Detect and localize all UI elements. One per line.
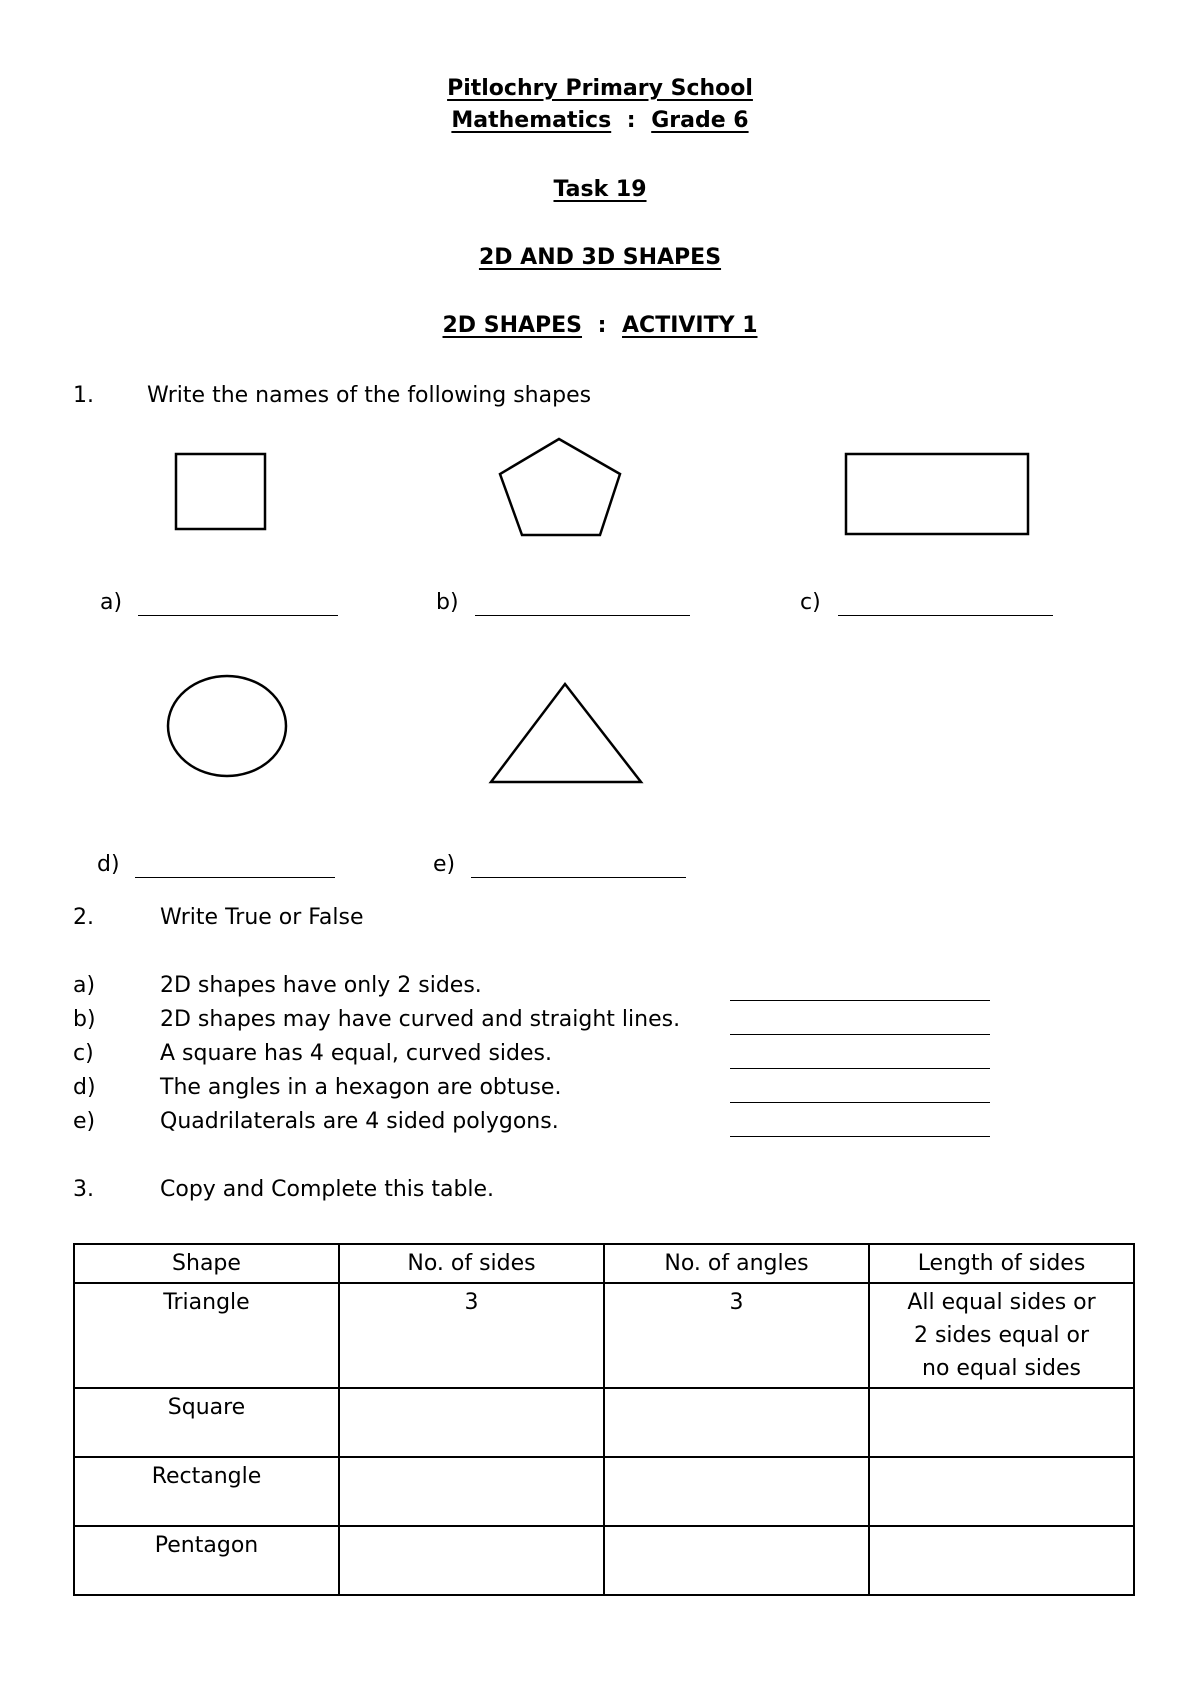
cell-sides[interactable] bbox=[339, 1388, 604, 1457]
q1-prompt: Write the names of the following shapes bbox=[147, 383, 592, 408]
tf-statement-e: Quadrilaterals are 4 sided polygons. bbox=[160, 1109, 559, 1134]
q1-number: 1. bbox=[73, 383, 94, 408]
cell-angles[interactable] bbox=[604, 1457, 869, 1526]
school-name: Pitlochry Primary School bbox=[447, 76, 753, 101]
answer-label-c: c) bbox=[800, 590, 821, 615]
answer-label-b: b) bbox=[436, 590, 459, 615]
section-title: 2D SHAPES bbox=[442, 313, 583, 338]
grade: Grade 6 bbox=[651, 108, 749, 133]
answer-line-e[interactable] bbox=[471, 877, 686, 878]
cell-length bbox=[869, 1283, 1134, 1388]
answer-label-d: d) bbox=[97, 852, 120, 877]
answer-line-b[interactable] bbox=[475, 615, 690, 616]
tf-statement-c: A square has 4 equal, curved sides. bbox=[160, 1041, 553, 1066]
table-header-row bbox=[74, 1244, 1134, 1283]
tf-answer-line-e[interactable] bbox=[730, 1136, 990, 1137]
circle-shape bbox=[160, 670, 295, 782]
tf-answer-line-a[interactable] bbox=[730, 1000, 990, 1001]
answer-line-c[interactable] bbox=[838, 615, 1053, 616]
activity-title: ACTIVITY 1 bbox=[622, 313, 758, 338]
pentagon-shape bbox=[490, 434, 630, 542]
separator: : bbox=[597, 313, 607, 338]
q2-number: 2. bbox=[73, 905, 94, 930]
tf-answer-line-b[interactable] bbox=[730, 1034, 990, 1035]
cell-length[interactable] bbox=[869, 1457, 1134, 1526]
topic-title: 2D AND 3D SHAPES bbox=[478, 245, 722, 270]
tf-answer-line-d[interactable] bbox=[730, 1102, 990, 1103]
header-length: Length of sides bbox=[869, 1244, 1134, 1283]
cell-shape: Pentagon bbox=[74, 1526, 339, 1595]
cell-angles[interactable] bbox=[604, 1526, 869, 1595]
cell-length[interactable] bbox=[869, 1388, 1134, 1457]
triangle-shape bbox=[485, 678, 645, 788]
header-shape: Shape bbox=[74, 1244, 339, 1283]
subject-grade-line bbox=[0, 108, 1200, 133]
q3-number: 3. bbox=[73, 1177, 94, 1202]
cell-angles: 3 bbox=[604, 1283, 869, 1388]
tf-statement-d: The angles in a hexagon are obtuse. bbox=[160, 1075, 562, 1100]
rectangle-shape bbox=[840, 450, 1035, 540]
cell-angles[interactable] bbox=[604, 1388, 869, 1457]
length-line: no equal sides bbox=[922, 1356, 1081, 1381]
section-activity-line bbox=[0, 313, 1200, 338]
table-row bbox=[74, 1283, 1134, 1388]
answer-line-a[interactable] bbox=[138, 615, 338, 616]
cell-sides[interactable] bbox=[339, 1457, 604, 1526]
shapes-table bbox=[73, 1243, 1135, 1596]
tf-label-d: d) bbox=[73, 1075, 96, 1100]
answer-label-e: e) bbox=[433, 852, 456, 877]
tf-label-b: b) bbox=[73, 1007, 96, 1032]
length-line: All equal sides or bbox=[907, 1290, 1096, 1315]
table-row bbox=[74, 1526, 1134, 1595]
header-sides: No. of sides bbox=[339, 1244, 604, 1283]
tf-label-e: e) bbox=[73, 1109, 96, 1134]
subject: Mathematics bbox=[451, 108, 612, 133]
answer-label-a: a) bbox=[100, 590, 123, 615]
separator: : bbox=[626, 108, 636, 133]
tf-statement-b: 2D shapes may have curved and straight lines. bbox=[160, 1007, 681, 1032]
header-angles: No. of angles bbox=[604, 1244, 869, 1283]
square-shape bbox=[170, 450, 270, 534]
answer-line-d[interactable] bbox=[135, 877, 335, 878]
cell-shape: Triangle bbox=[74, 1283, 339, 1388]
tf-answer-line-c[interactable] bbox=[730, 1068, 990, 1069]
cell-sides[interactable] bbox=[339, 1526, 604, 1595]
tf-label-a: a) bbox=[73, 973, 96, 998]
q3-prompt: Copy and Complete this table. bbox=[160, 1177, 495, 1202]
cell-shape: Rectangle bbox=[74, 1457, 339, 1526]
cell-shape: Square bbox=[74, 1388, 339, 1457]
cell-length[interactable] bbox=[869, 1526, 1134, 1595]
tf-label-c: c) bbox=[73, 1041, 94, 1066]
cell-sides: 3 bbox=[339, 1283, 604, 1388]
tf-statement-a: 2D shapes have only 2 sides. bbox=[160, 973, 482, 998]
length-line: 2 sides equal or bbox=[913, 1323, 1090, 1348]
task-title: Task 19 bbox=[553, 177, 647, 202]
table-row bbox=[74, 1388, 1134, 1457]
q2-prompt: Write True or False bbox=[160, 905, 364, 930]
table-row bbox=[74, 1457, 1134, 1526]
